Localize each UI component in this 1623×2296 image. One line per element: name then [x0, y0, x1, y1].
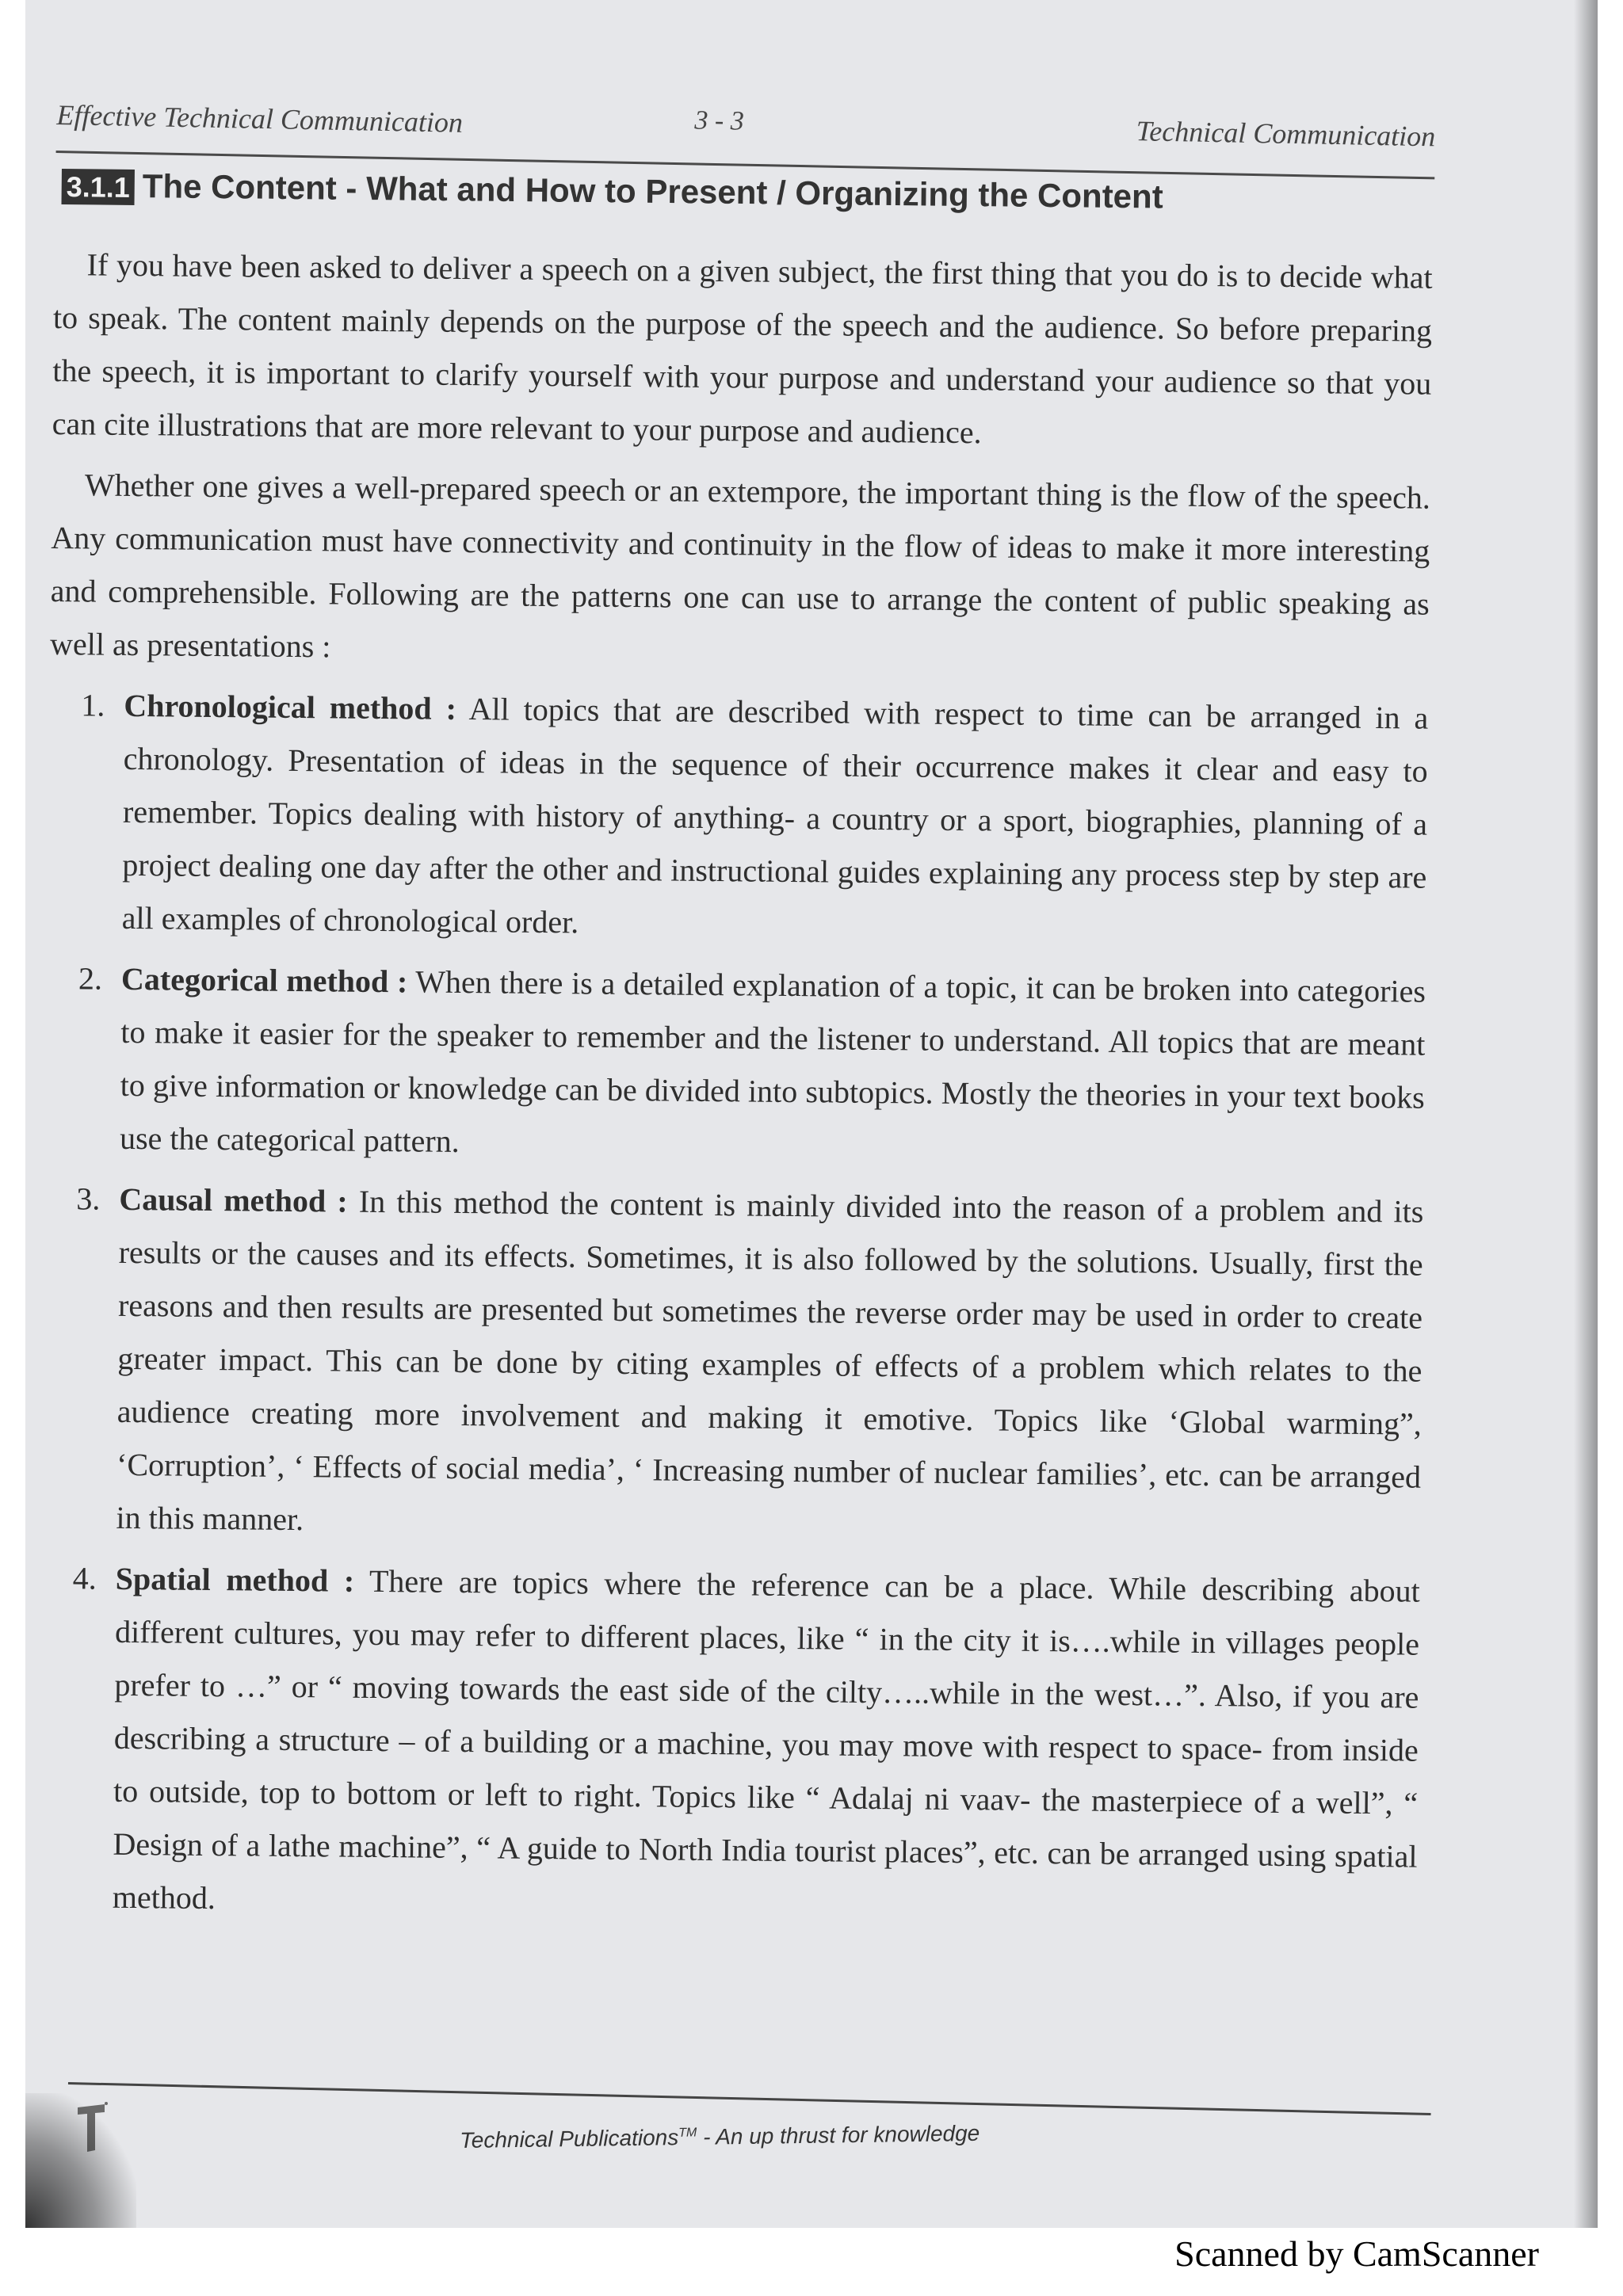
- method-description: In this method the content is mainly divided into the reason of a problem and its results or the causes and its effects. Sometimes, it is also followed by the solutions. Usually, first the reasons and then results are presented but sometimes the reverse order may be used in order to create greater impact. This can be done by citing examples of effects of a problem which relates to the audience creating more involvement and making it emotive. Topics like ‘Global warming”, ‘Corruption’, ‘ Effects of social media’, ‘ Increasing number of nuclear families’, etc. can be arranged in this manner.: [116, 1183, 1424, 1538]
- header-chapter-title: Technical Communication: [1136, 115, 1436, 153]
- method-term: Chronological method :: [124, 687, 457, 727]
- patterns-paragraph: Whether one gives a well-prepared speech or an extempore, the important thing is the flow of the speech. Any communication must have connectivity and continuity in the flow of ideas to make it more interesting and comprehensible. Following are the patterns one can use to arrange the content of public speaking as well as presentations :: [49, 467, 1431, 665]
- list-marker: 3.: [76, 1180, 101, 1217]
- trademark-mark: TM: [678, 2126, 697, 2140]
- list-marker: 4.: [72, 1560, 97, 1596]
- scanner-watermark: Scanned by CamScanner: [1174, 2233, 1539, 2274]
- body-text: [37, 238, 1432, 1944]
- section-heading: [61, 166, 1163, 216]
- page-edge-shadow: [1574, 0, 1598, 2228]
- list-item-spatial: [72, 1552, 1420, 1936]
- scanned-page: [25, 0, 1598, 2228]
- method-term: Causal method :: [119, 1180, 348, 1219]
- footer-rule: [68, 2082, 1431, 2115]
- page-corner-shadow: [25, 2093, 136, 2228]
- list-marker: 1.: [81, 687, 105, 723]
- publisher-name: Technical Publications: [460, 2125, 679, 2153]
- method-description: When there is a detailed explanation of a topic, it can be broken into categories to make it easier for the speaker to remember and the listener to understand. All topics that are meant to give information or knowledge can be divided into subtopics. Mostly the theories in your text books use the categorical pattern.: [119, 963, 1426, 1159]
- method-term: Spatial method :: [115, 1560, 355, 1599]
- list-item-chronological: [81, 679, 1429, 957]
- list-marker: 2.: [78, 960, 103, 997]
- method-term: Categorical method :: [120, 960, 408, 1000]
- list-item-causal: [76, 1173, 1424, 1557]
- section-number-badge: 3.1.1: [61, 169, 135, 205]
- list-item-categorical: [78, 952, 1426, 1177]
- intro-paragraph: If you have been asked to deliver a speech on a given subject, the first thing that you do is to decide what to speak. The content mainly depends on the purpose of the speech and the audience. So before preparing the speech, it is important to clarify yourself with your purpose and understand your audience so that you can cite illustrations that are more relevant to your purpose and audience.: [52, 246, 1433, 451]
- method-description: All topics that are described with respect to time can be arranged in a chronology. Presentation of ideas in the sequence of their occurrence makes it clear and easy to remember. Topics dealing with history of anything- a country or a sport, biographies, planning of a project dealing one day after the other and instructional guides explaining any process step by step are all examples of chronological order.: [121, 691, 1429, 940]
- section-title-text: The Content - What and How to Present / Organizing the Content: [142, 167, 1163, 215]
- publisher-tagline: - An up thrust for knowledge: [702, 2120, 980, 2149]
- header-page-number: 3 - 3: [694, 105, 745, 136]
- running-header: [56, 93, 1436, 179]
- methods-list: [38, 678, 1429, 1936]
- footer-publisher: [460, 2121, 980, 2153]
- header-book-title: Effective Technical Communication: [56, 98, 464, 139]
- method-description: There are topics where the reference can be a place. While describing about different cultures, you may refer to different places, like “ in the city it is….while in villages people prefer to …” or “ moving towards the east side of the cilty…..while in the west…”. Also, if you are describing a structure – of a building or a machine, you may move with respect to space- from inside to outside, top to bottom or left to right. Topics like “ Adalaj ni vaav- the masterpiece of a well”, “ Design of a lathe machine”, “ A guide to North India tourist places”, etc. can be arranged using spatial method.: [112, 1562, 1420, 1917]
